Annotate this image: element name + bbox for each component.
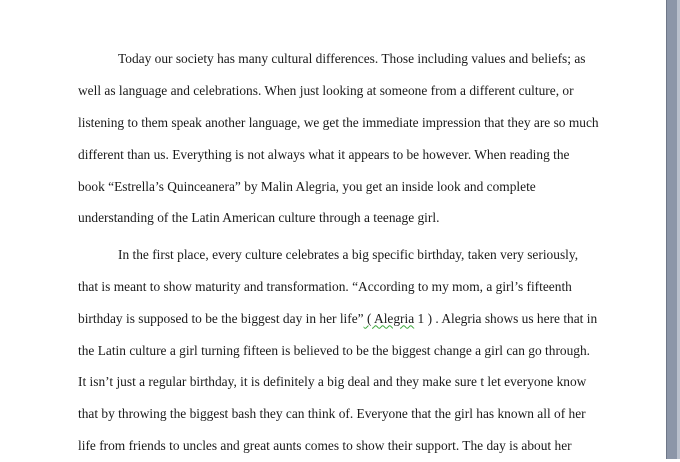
text-run: Today our society has many cultural differences. Those including values and beliefs; as (118, 51, 586, 66)
paragraph-1-line-6: understanding of the Latin American culture through a teenage girl. (78, 210, 440, 226)
paragraph-2-line-7: life from friends to uncles and great aunts comes to show their support. The day is about her (78, 438, 572, 454)
paragraph-2-line-2: that is meant to show maturity and transformation. “According to my mom, a girl’s fifteenth (78, 278, 572, 294)
paragraph-1-line-1 (78, 43, 618, 75)
paragraph-2-line-5: It isn’t just a regular birthday, it is definitely a big deal and they make sure t let everyone know (78, 374, 587, 390)
paragraph-2-line-3 (78, 303, 618, 335)
paragraph-1 (78, 43, 618, 234)
document-body[interactable] (78, 43, 618, 462)
text-run: In the first place, every culture celebrates a big specific birthday, taken very seriously, (118, 246, 579, 262)
grammar-flagged-citation[interactable]: ( Alegria (363, 310, 415, 326)
paragraph-1-line-3: listening to them speak another language, we get the immediate impression that they are so much (78, 114, 599, 130)
paragraph-1-line-4: different than us. Everything is not always what it appears to be however. When reading the (78, 146, 570, 162)
paragraph-1-line-5: book “Estrella’s Quinceanera” by Malin Alegria, you get an inside look and complete (78, 178, 536, 194)
paragraph-2 (78, 239, 618, 462)
paragraph-2-line-1 (78, 239, 618, 271)
paragraph-1-line-2: well as language and celebrations. When just looking at someone from a different culture, or (78, 82, 574, 98)
paragraph-2-line-6: that by throwing the biggest bash they can think of. Everyone that the girl has known all of her (78, 406, 586, 422)
paragraph-2-line-4: the Latin culture a girl turning fifteen is believed to be the biggest change a girl can go through. (78, 342, 591, 358)
text-run: birthday is supposed to be the biggest day in her life” (78, 310, 364, 326)
text-run: 1 ) . Alegria shows us here that in (414, 310, 598, 326)
